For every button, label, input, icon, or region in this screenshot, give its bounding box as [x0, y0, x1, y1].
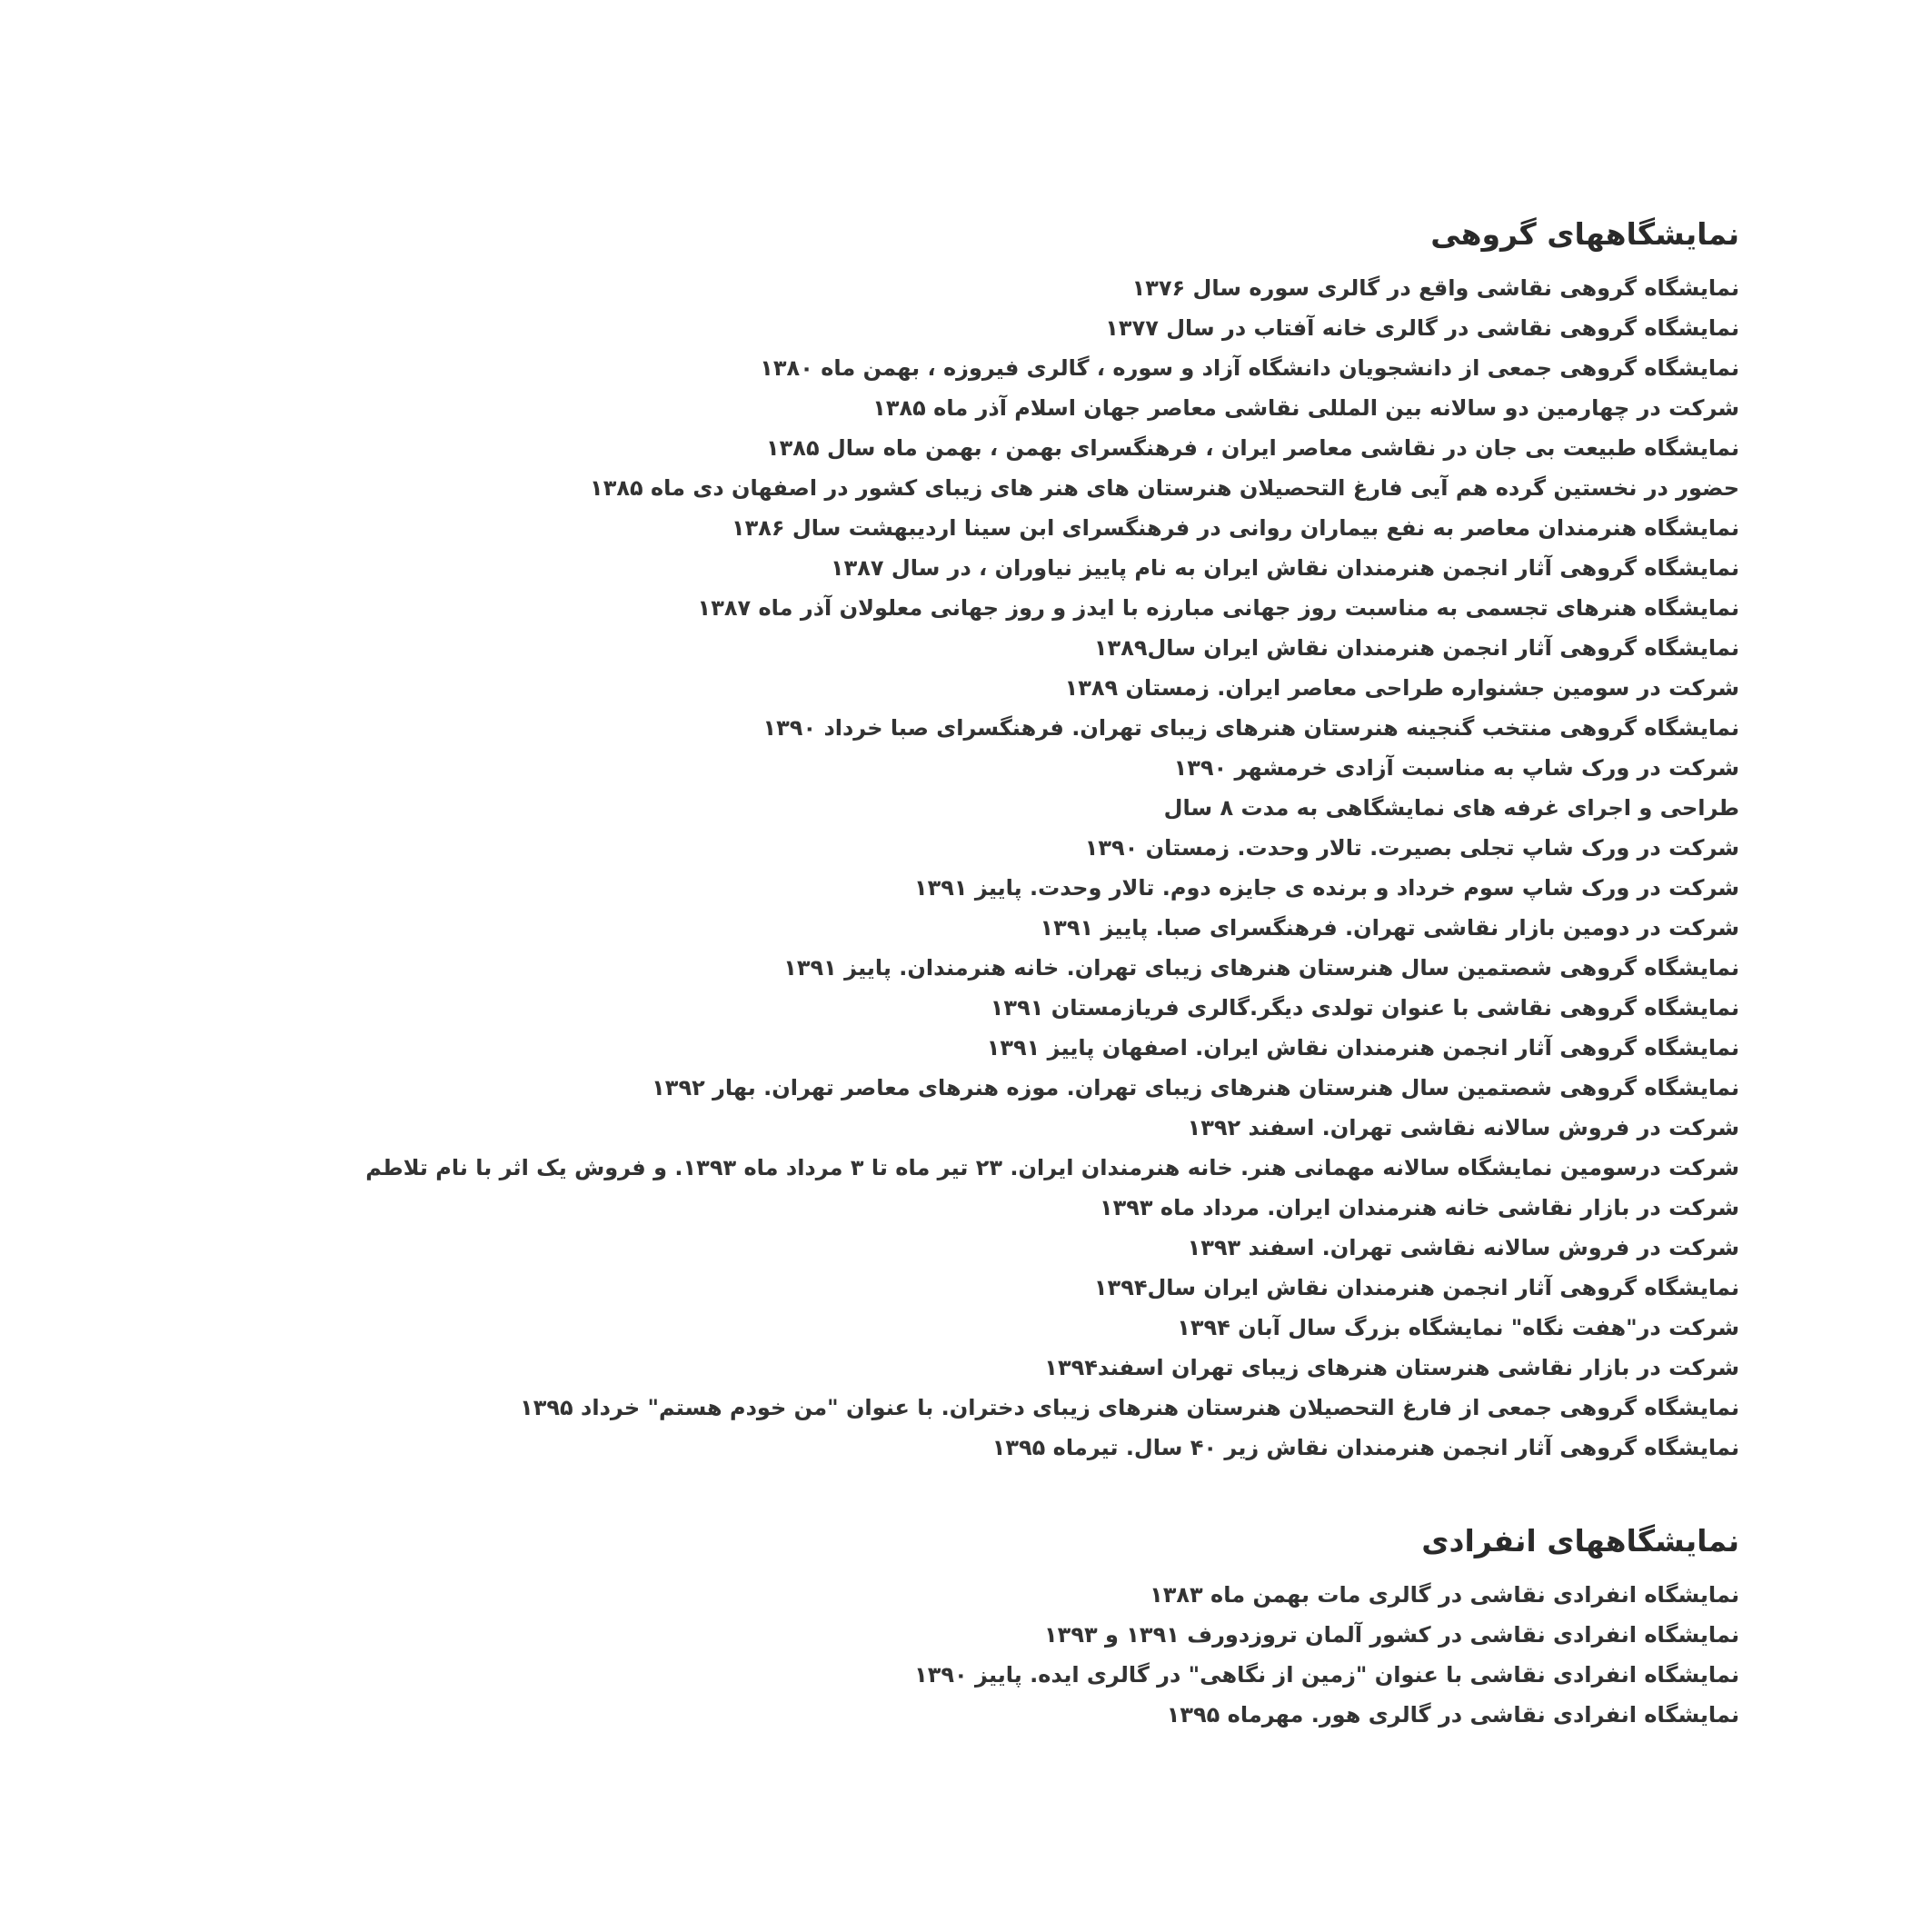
solo-exhibition-item: نمایشگاه انفرادی نقاشی در گالری هور. مهرماه ۱۳۹۵	[1166, 1702, 1739, 1728]
group-exhibitions-section	[365, 214, 1739, 1468]
group-exhibition-item: شرکت درسومین نمایشگاه سالانه مهمانی هنر. خانه هنرمندان ایران. ۲۳ تیر ماه تا ۳ مرداد ماه ۱۳۹۳. و فروش یک اثر با نام تلاطم	[365, 1155, 1739, 1180]
group-exhibition-item: طراحی و اجرای غرفه های نمایشگاهی به مدت ۸ سال	[1163, 795, 1739, 821]
group-exhibition-item: شرکت در بازار نقاشی خانه هنرمندان ایران. مرداد ماه ۱۳۹۳	[1099, 1195, 1739, 1220]
solo-exhibition-item: نمایشگاه انفرادی نقاشی در گالری مات بهمن ماه ۱۳۸۳	[1150, 1582, 1739, 1608]
group-exhibition-item: شرکت در چهارمین دو سالانه بین المللی نقاشی معاصر جهان اسلام آذر ماه ۱۳۸۵	[872, 395, 1739, 421]
group-exhibition-item: نمایشگاه هنرهای تجسمی به مناسبت روز جهانی مبارزه با ایدز و روز جهانی معلولان آذر ماه ۱۳۸۷	[697, 595, 1739, 621]
group-exhibition-item: نمایشگاه گروهی نقاشی واقع در گالری سوره سال ۱۳۷۶	[1131, 275, 1739, 301]
group-exhibition-item: نمایشگاه طبیعت بی جان در نقاشی معاصر ایران ، فرهنگسرای بهمن ، بهمن ماه سال ۱۳۸۵	[766, 435, 1739, 461]
group-exhibitions-list	[365, 268, 1739, 1468]
group-exhibition-item: نمایشگاه گروهی نقاشی در گالری خانه آفتاب در سال ۱۳۷۷	[1105, 315, 1739, 341]
group-exhibition-item: شرکت در دومین بازار نقاشی تهران. فرهنگسرای صبا. پاییز ۱۳۹۱	[1040, 915, 1739, 941]
group-exhibition-item: نمایشگاه گروهی آثار انجمن هنرمندان نقاش ایران سال۱۳۸۹	[1093, 635, 1739, 661]
group-exhibition-item: شرکت در ورک شاپ سوم خرداد و برنده ی جایزه دوم. تالار وحدت. پاییز ۱۳۹۱	[913, 875, 1739, 901]
group-exhibition-item: شرکت در ورک شاپ تجلی بصیرت. تالار وحدت. زمستان ۱۳۹۰	[1084, 835, 1739, 861]
group-exhibition-item: نمایشگاه گروهی شصتمین سال هنرستان هنرهای زیبای تهران. خانه هنرمندان. پاییز ۱۳۹۱	[783, 955, 1739, 981]
group-exhibition-item: نمایشگاه گروهی آثار انجمن هنرمندان نقاش ایران. اصفهان پاییز ۱۳۹۱	[986, 1035, 1739, 1061]
solo-exhibition-item: نمایشگاه انفرادی نقاشی با عنوان "زمین از نگاهی" در گالری ایده. پاییز ۱۳۹۰	[914, 1662, 1739, 1688]
solo-exhibitions-list	[914, 1575, 1739, 1735]
group-exhibition-item: نمایشگاه گروهی نقاشی با عنوان تولدی دیگر.گالری فریازمستان ۱۳۹۱	[990, 995, 1739, 1021]
group-exhibition-item: شرکت در بازار نقاشی هنرستان هنرهای زیبای تهران اسفند۱۳۹۴	[1044, 1355, 1739, 1380]
group-exhibition-item: نمایشگاه گروهی آثار انجمن هنرمندان نقاش ایران به نام پاییز نیاوران ، در سال ۱۳۸۷	[830, 555, 1739, 581]
group-exhibitions-heading: نمایشگاههای گروهی	[1430, 216, 1739, 252]
solo-exhibitions-section	[914, 1520, 1739, 1735]
group-exhibition-item: نمایشگاه هنرمندان معاصر به نفع بیماران روانی در فرهنگسرای ابن سینا اردیبهشت سال ۱۳۸۶	[731, 515, 1739, 541]
group-exhibition-item: حضور در نخستین گرده هم آیی فارغ التحصیلان هنرستان های هنر های زیبای کشور در اصفهان دی ماه ۱۳۸۵	[590, 475, 1739, 501]
group-exhibition-item: نمایشگاه گروهی منتخب گنجینه هنرستان هنرهای زیبای تهران. فرهنگسرای صبا خرداد ۱۳۹۰	[762, 715, 1739, 741]
group-exhibition-item: نمایشگاه گروهی آثار انجمن هنرمندان نقاش زیر ۴۰ سال. تیرماه ۱۳۹۵	[991, 1435, 1739, 1460]
group-exhibition-item: نمایشگاه گروهی شصتمین سال هنرستان هنرهای زیبای تهران. موزه هنرهای معاصر تهران. بهار ۱۳۹۲	[652, 1075, 1739, 1100]
group-exhibition-item: شرکت در ورک شاپ به مناسبت آزادی خرمشهر ۱۳۹۰	[1173, 755, 1739, 781]
solo-exhibition-item: نمایشگاه انفرادی نقاشی در کشور آلمان تروزدورف ۱۳۹۱ و ۱۳۹۳	[1044, 1622, 1739, 1648]
group-exhibition-item: نمایشگاه گروهی جمعی از فارغ التحصیلان هنرستان هنرهای زیبای دختران. با عنوان "من خودم هستم" خرداد ۱۳۹۵	[520, 1395, 1739, 1420]
solo-exhibitions-heading: نمایشگاههای انفرادی	[1421, 1523, 1739, 1559]
group-exhibition-item: شرکت در سومین جشنواره طراحی معاصر ایران. زمستان ۱۳۸۹	[1064, 675, 1739, 701]
group-exhibition-item: نمایشگاه گروهی آثار انجمن هنرمندان نقاش ایران سال۱۳۹۴	[1093, 1275, 1739, 1300]
group-exhibition-item: شرکت در فروش سالانه نقاشی تهران. اسفند ۱۳۹۲	[1187, 1115, 1739, 1140]
group-exhibition-item: شرکت در فروش سالانه نقاشی تهران. اسفند ۱۳۹۳	[1187, 1235, 1739, 1260]
group-exhibition-item: شرکت در"هفت نگاه" نمایشگاه بزرگ سال آبان ۱۳۹۴	[1177, 1315, 1739, 1340]
group-exhibition-item: نمایشگاه گروهی جمعی از دانشجویان دانشگاه آزاد و سوره ، گالری فیروزه ، بهمن ماه ۱۳۸۰	[760, 355, 1739, 381]
